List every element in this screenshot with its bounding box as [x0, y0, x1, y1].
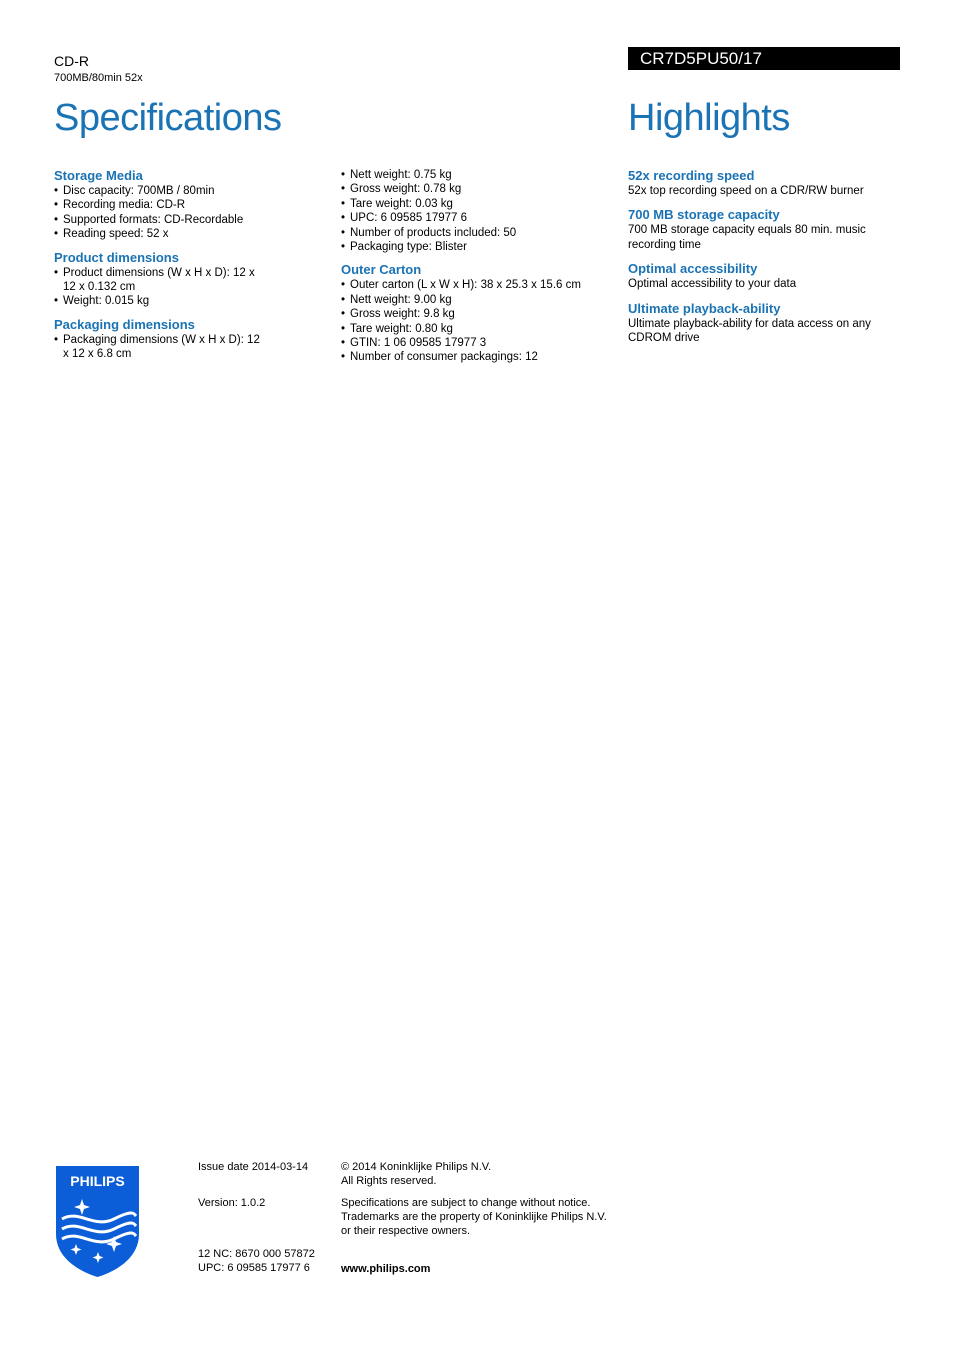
highlight-heading: 700 MB storage capacity	[628, 207, 780, 223]
highlights-column	[628, 168, 900, 354]
spec-item: • Outer carton (L x W x H): 38 x 25.3 x 15.6 cm	[341, 278, 616, 292]
version: Version: 1.0.2	[198, 1197, 266, 1209]
issue-date: Issue date 2014-03-14	[198, 1161, 309, 1173]
model-number: CR7D5PU50/17	[628, 47, 900, 70]
spec-item: • Product dimensions (W x H x D): 12 x 12 x 0.132 cm	[54, 266, 258, 295]
highlight-text: Optimal accessibility to your data	[628, 278, 797, 291]
section-heading: Storage Media	[54, 168, 143, 183]
rights-line: All Rights reserved.	[341, 1175, 437, 1187]
section-packaging-continued	[341, 168, 616, 254]
spec-item: • Reading speed: 52 x	[54, 227, 324, 241]
highlight-text: Ultimate playback-ability for data access on any CDROM drive	[628, 317, 871, 345]
website-link[interactable]: www.philips.com	[341, 1263, 431, 1275]
product-subtitle: 700MB/80min 52x	[54, 72, 143, 84]
spec-item: • Weight: 0.015 kg	[54, 294, 324, 308]
spec-list	[341, 168, 616, 254]
disclaimer-line: Trademarks are the property of Koninklijke Philips N.V.	[341, 1211, 607, 1223]
highlight-text: 700 MB storage capacity equals 80 min. music recording time	[628, 224, 866, 251]
logo-wordmark: PHILIPS	[70, 1173, 125, 1189]
spec-list	[54, 184, 324, 242]
spec-column-1	[54, 168, 324, 370]
highlight-item	[628, 261, 900, 291]
spec-item: • GTIN: 1 06 09585 17977 3	[341, 336, 616, 350]
spec-list	[341, 278, 616, 364]
disclaimer-line: Specifications are subject to change without notice.	[341, 1197, 591, 1209]
highlight-item	[628, 301, 900, 346]
spec-item: • Supported formats: CD-Recordable	[54, 213, 324, 227]
spec-list	[54, 266, 324, 309]
highlight-heading: Ultimate playback-ability	[628, 300, 781, 316]
spec-item: • UPC: 6 09585 17977 6	[341, 211, 616, 225]
spec-item: • Gross weight: 9.8 kg	[341, 307, 616, 321]
spec-item: • Gross weight: 0.78 kg	[341, 182, 616, 196]
spec-list	[54, 333, 324, 362]
spec-item: • Disc capacity: 700MB / 80min	[54, 184, 324, 198]
spec-item: • Tare weight: 0.03 kg	[341, 197, 616, 211]
spec-item: • Packaging type: Blister	[341, 240, 616, 254]
highlight-text: 52x top recording speed on a CDR/RW burner	[628, 185, 864, 197]
spec-item: • Number of products included: 50	[341, 226, 616, 240]
disclaimer-line: or their respective owners.	[341, 1225, 470, 1237]
highlight-heading: 52x recording speed	[628, 168, 755, 183]
highlights-title: Highlights	[628, 97, 790, 139]
spec-item: • Number of consumer packagings: 12	[341, 350, 616, 364]
section-outer-carton	[341, 262, 616, 364]
section-heading: Product dimensions	[54, 249, 179, 265]
specifications-title: Specifications	[54, 97, 282, 139]
nc-code: 12 NC: 8670 000 57872	[198, 1248, 315, 1260]
disclaimer-block	[341, 1196, 631, 1238]
highlight-item	[628, 168, 900, 198]
highlight-heading: Optimal accessibility	[628, 261, 758, 277]
section-product-dimensions	[54, 250, 324, 309]
philips-shield-logo	[54, 1164, 141, 1279]
spec-item: • Tare weight: 0.80 kg	[341, 322, 616, 336]
spec-item: • Nett weight: 9.00 kg	[341, 293, 616, 307]
section-storage-media	[54, 168, 324, 242]
copyright-block	[341, 1160, 631, 1188]
section-heading: Outer Carton	[341, 262, 422, 278]
section-packaging-dimensions	[54, 317, 324, 362]
highlight-item	[628, 207, 900, 252]
upc-code: UPC: 6 09585 17977 6	[198, 1262, 310, 1274]
spec-item: • Nett weight: 0.75 kg	[341, 168, 616, 182]
spec-column-2	[341, 168, 616, 373]
spec-item: • Recording media: CD-R	[54, 198, 324, 212]
nc-upc-block	[198, 1247, 315, 1275]
product-name: CD-R	[54, 53, 89, 69]
spec-item: • Packaging dimensions (W x H x D): 12 x 12 x 6.8 cm	[54, 333, 263, 362]
section-heading: Packaging dimensions	[54, 316, 195, 332]
copyright-line: © 2014 Koninklijke Philips N.V.	[341, 1161, 492, 1173]
